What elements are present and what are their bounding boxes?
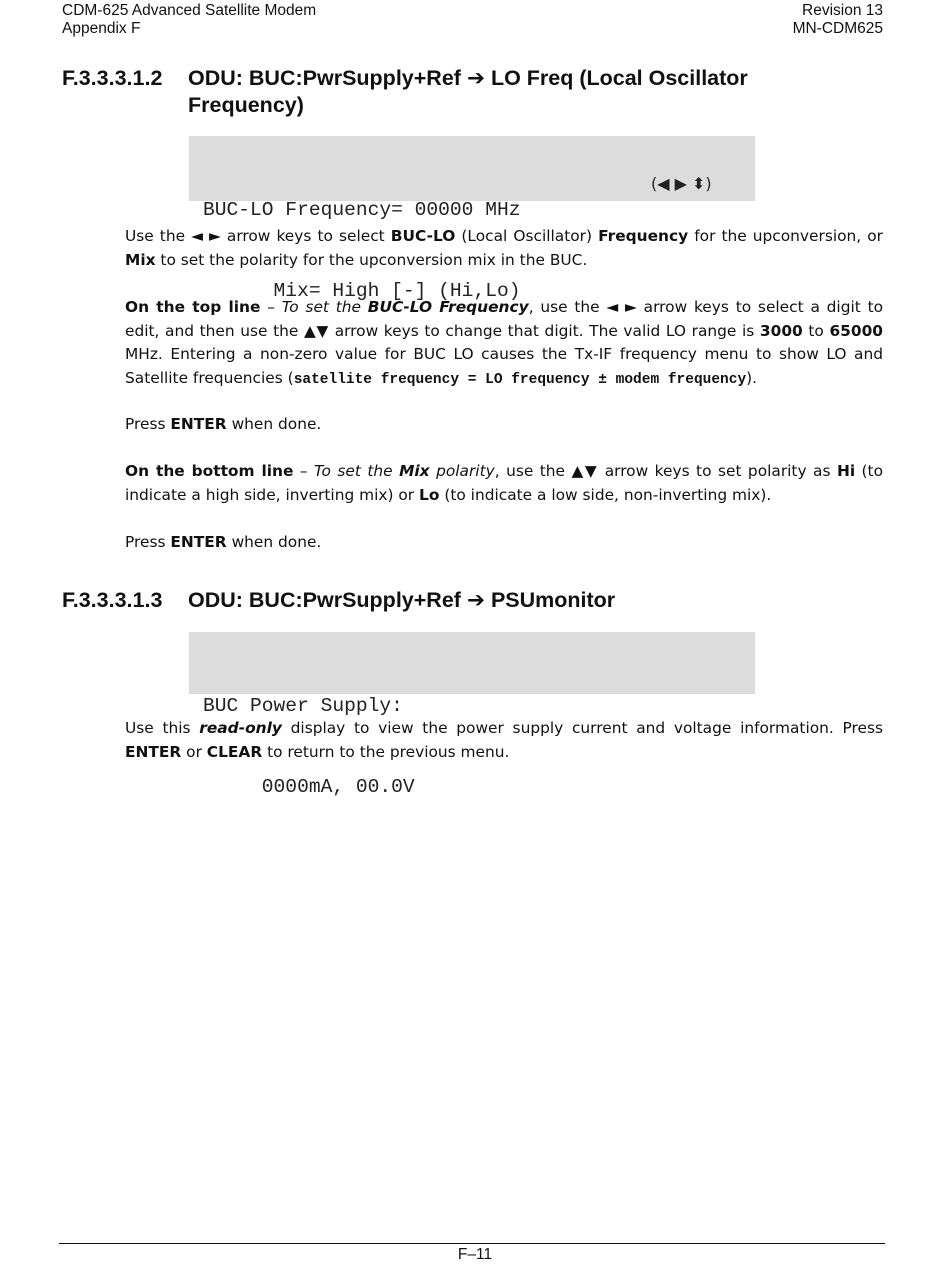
appendix-label: Appendix F [62,20,141,37]
lcd-line-2: Mix= High [-] (Hi,Lo) [203,280,521,302]
page-number: F–11 [457,1246,493,1263]
section-number: F.3.3.3.1.3 [62,588,163,612]
lcd-line-2: 0000mA, 00.0V [203,776,415,798]
page-header-left [62,2,316,38]
manual-number: MN-CDM625 [792,20,883,37]
section-title: ODU: BUC:PwrSupply+Ref ➔ PSUmonitor [188,588,616,613]
formula-code: satellite frequency = LO frequency ± modem frequency [293,371,747,388]
lcd-line-1: BUC-LO Frequency= 00000 MHz [203,199,521,221]
section-title: ODU: BUC:PwrSupply+Ref ➔ LO Freq (Local Oscillator Frequency) [188,66,748,117]
arrow-keys-icon: (◀ ▶ ⬍) [651,174,712,193]
right-arrow-icon: ➔ [466,66,485,91]
paragraph-bottom-line: On the bottom line – To set the Mix polarity, use the ▲▼ arrow keys to set polarity as Hi (to indicate a high side, inverting mix) or Lo (to indicate a low side, non-inverting mix). [125,462,884,504]
paragraph-press-enter-2: Press ENTER when done. [125,533,322,551]
footer-divider [59,1243,885,1244]
document-title: CDM-625 Advanced Satellite Modem [62,2,317,19]
paragraph-read-only: Use this read-only display to view the power supply current and voltage information. Press ENTER or CLEAR to return to the previous menu. [125,719,883,761]
right-arrow-icon: ➔ [466,588,485,613]
paragraph-intro: Use the ◄ ► arrow keys to select BUC-LO (Local Oscillator) Frequency for the upconversion, or Mix to set the polarity for the upconversion mix in the BUC. [125,227,883,269]
lcd-line-1: BUC Power Supply: [203,695,403,717]
revision-label: Revision 13 [802,2,883,19]
section-number: F.3.3.3.1.2 [62,66,163,90]
page-header-right [793,2,883,38]
paragraph-press-enter-1: Press ENTER when done. [125,415,322,433]
paragraph-top-line: On the top line – To set the BUC-LO Frequency, use the ◄ ► arrow keys to select a digit to edit, and then use the ▲▼ arrow keys to change that digit. The valid LO range is 3000 to 65000 MHz. Entering a non-zero value for BUC LO causes the Tx-IF frequency menu to show LO and Satellite frequencies (satellite frequency = LO frequency ± modem frequency). [125,298,884,388]
